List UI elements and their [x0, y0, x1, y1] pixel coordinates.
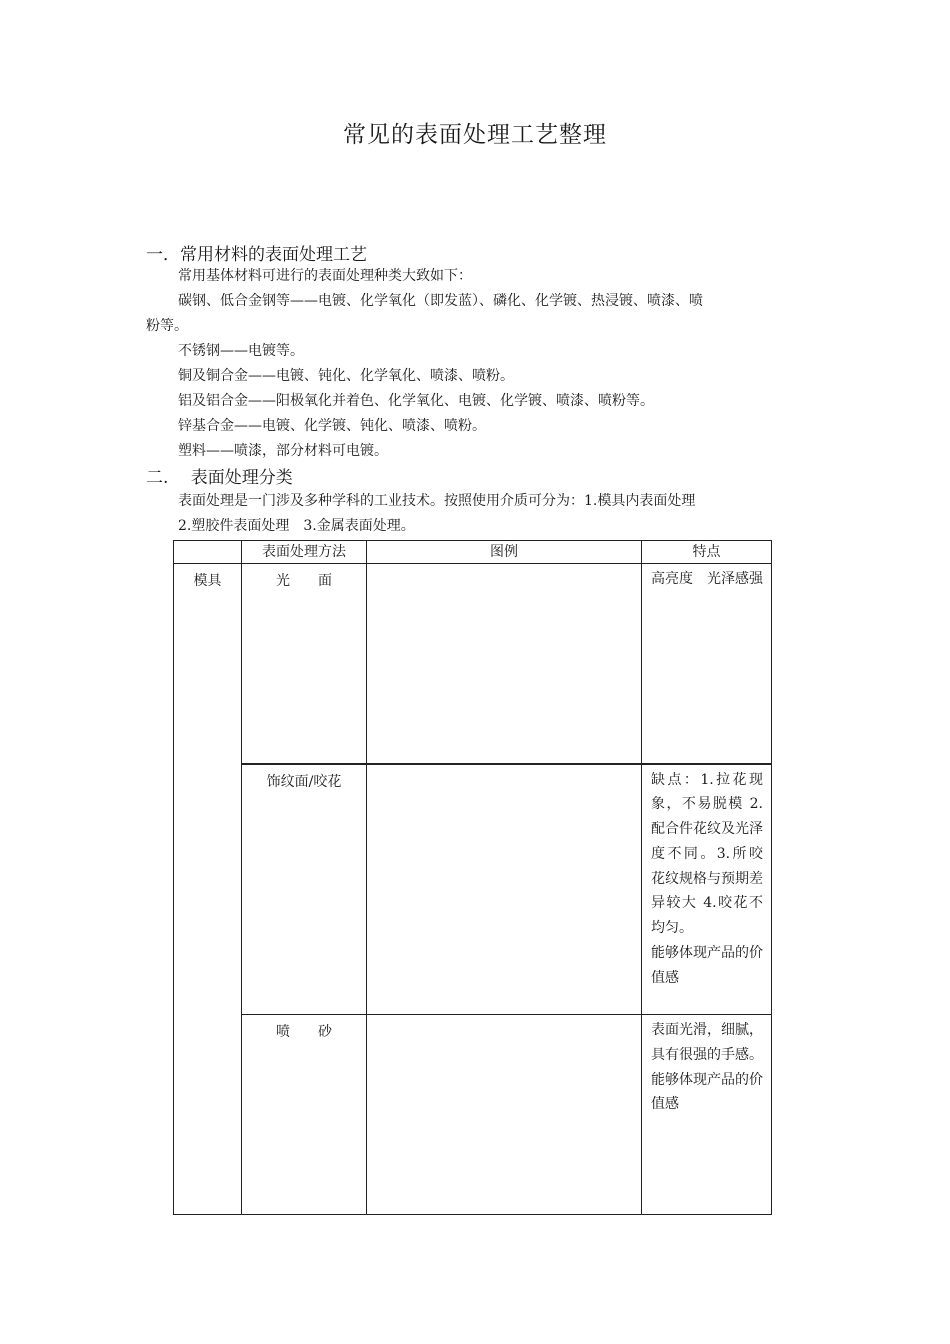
header-cell-illustration: 图例	[367, 541, 642, 564]
section-2-paragraph-cont: 2.塑胶件表面处理 3.金属表面处理。	[178, 518, 415, 534]
header-cell-method: 表面处理方法	[242, 541, 367, 564]
header-cell-features: 特点	[642, 541, 772, 564]
section-1-intro: 常用基体材料可进行的表面处理种类大致如下：	[178, 268, 472, 284]
page-title: 常见的表面处理工艺整理	[343, 122, 607, 148]
features-text-extra: 能够体现产品的价值感	[651, 1071, 763, 1113]
section-1-heading: 一．常用材料的表面处理工艺	[146, 245, 367, 265]
features-cell	[642, 564, 772, 764]
material-item-plastic: 塑料——喷漆，部分材料可电镀。	[178, 443, 388, 459]
table-header-row	[174, 541, 772, 564]
material-item-zinc: 锌基合金——电镀、化学镀、钝化、喷漆、喷粉。	[178, 418, 486, 434]
material-item-stainless: 不锈钢——电镀等。	[178, 343, 304, 359]
material-item-carbon-steel: 碳钢、低合金钢等——电镀、化学氧化（即发蓝）、磷化、化学镀、热浸镀、喷漆、喷	[178, 293, 703, 309]
features-text: 高亮度 光泽感强	[651, 571, 763, 587]
material-item-carbon-steel-cont: 粉等。	[146, 318, 188, 334]
material-item-copper: 铜及铜合金——电镀、钝化、化学氧化、喷漆、喷粉。	[178, 368, 514, 384]
features-text: 表面光滑，细腻，具有很强的手感。	[651, 1022, 763, 1063]
material-item-aluminum: 铝及铝合金——阳极氧化并着色、化学氧化、电镀、化学镀、喷漆、喷粉等。	[178, 393, 654, 409]
illustration-cell	[367, 1015, 642, 1215]
illustration-cell	[367, 564, 642, 764]
header-cell-category	[174, 541, 242, 564]
features-cell	[642, 1015, 772, 1215]
method-cell: 饰纹面/咬花	[242, 764, 367, 1015]
section-2-paragraph: 表面处理是一门涉及多种学科的工业技术。按照使用介质可分为：1.模具内表面处理	[178, 493, 696, 509]
section-2-heading: 二. 表面处理分类	[146, 468, 293, 488]
method-cell: 喷 砂	[242, 1015, 367, 1215]
surface-treatment-table	[173, 540, 772, 1215]
table-row	[174, 1015, 772, 1215]
table-row	[174, 764, 772, 1015]
features-text-extra: 能够体现产品的价值感	[651, 945, 763, 986]
table-row	[174, 564, 772, 764]
illustration-cell	[367, 764, 642, 1015]
category-cell: 模具	[174, 564, 242, 1215]
features-cell	[642, 764, 772, 1015]
method-cell: 光 面	[242, 564, 367, 764]
features-text: 缺点：1.拉花现象，不易脱模 2.配合件花纹及光泽度不同。3.所咬 花纹规格与预期差异较大 4.咬花不均匀。	[651, 771, 763, 937]
